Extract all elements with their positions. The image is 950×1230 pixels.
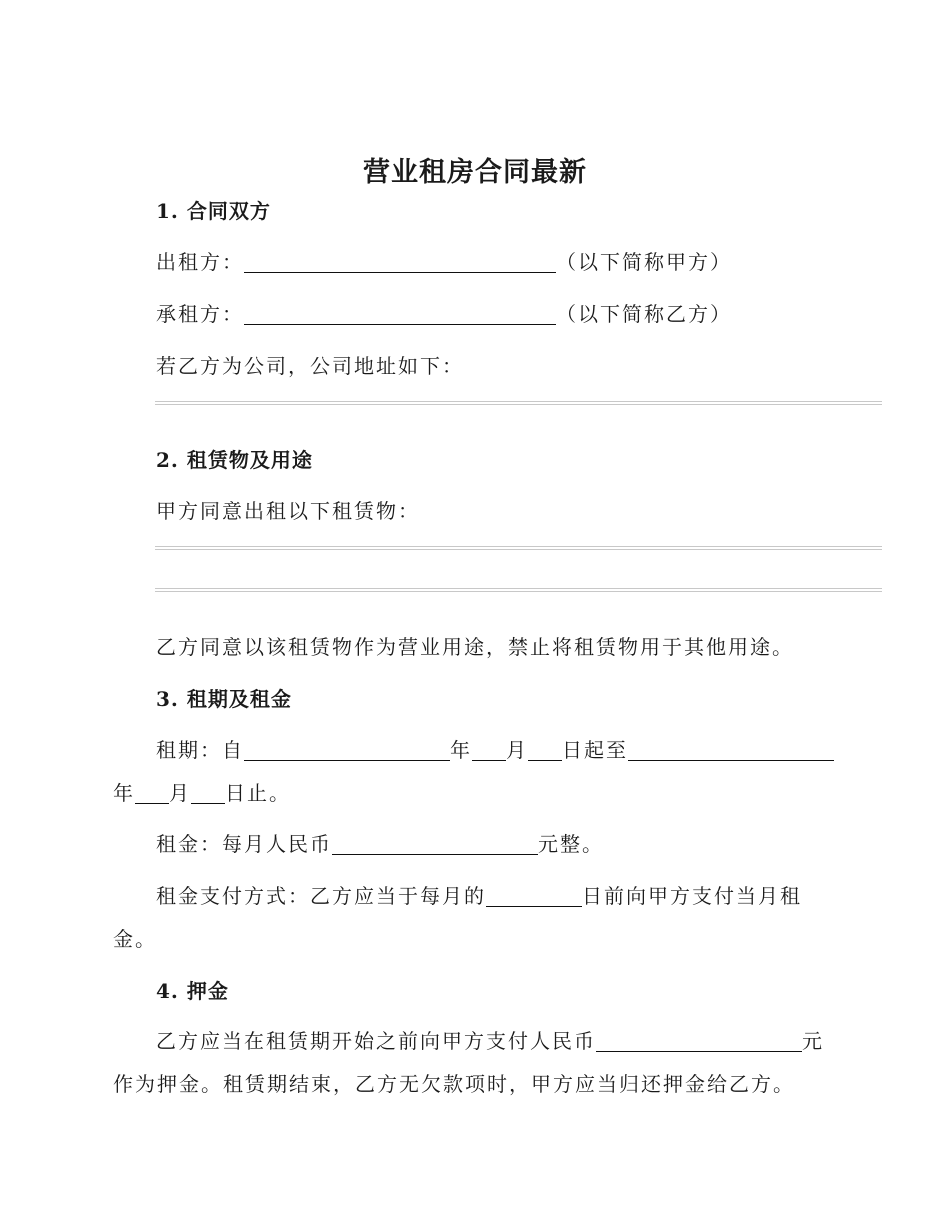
deposit-line-cont: 作为押金。租赁期结束，乙方无欠款项时，甲方应当归还押金给乙方。 <box>113 1072 795 1096</box>
section-1-heading: 1. 合同双方 <box>156 199 271 223</box>
term-start-year-blank[interactable] <box>244 738 450 761</box>
lessee-suffix: （以下简称乙方） <box>556 302 732 326</box>
rent-label: 租金：每月人民币 <box>156 832 332 856</box>
rent-line <box>156 829 604 859</box>
document-title: 营业租房合同最新 <box>363 157 587 188</box>
term-month-label: 月 <box>506 738 528 762</box>
lessee-blank[interactable] <box>244 302 556 325</box>
deposit-amount-blank[interactable] <box>596 1029 802 1052</box>
term-end-year-blank[interactable] <box>628 738 834 761</box>
term-start-day-blank[interactable] <box>528 738 562 761</box>
lessor-label: 出租方： <box>156 250 244 274</box>
payment-line <box>156 881 802 911</box>
company-address-rule[interactable] <box>155 401 882 405</box>
term-end-day-label: 日止。 <box>225 781 291 805</box>
premises-rule-2[interactable] <box>155 588 882 592</box>
section-3-heading: 3. 租期及租金 <box>156 687 292 711</box>
payment-suffix: 日前向甲方支付当月租 <box>582 884 802 908</box>
section-2-heading: 2. 租赁物及用途 <box>156 448 313 472</box>
premises-rule-1[interactable] <box>155 546 882 550</box>
term-line <box>156 735 834 765</box>
premises-intro: 甲方同意出租以下租赁物： <box>156 499 420 523</box>
deposit-label: 乙方应当在租赁期开始之前向甲方支付人民币 <box>156 1029 596 1053</box>
lessor-blank[interactable] <box>244 250 556 273</box>
rent-amount-blank[interactable] <box>332 832 538 855</box>
term-day-from-label: 日起至 <box>562 738 628 762</box>
term-end-month-blank[interactable] <box>135 781 169 804</box>
term-line-cont <box>113 778 291 808</box>
term-end-month-label: 月 <box>169 781 191 805</box>
section-4-heading: 4. 押金 <box>156 979 229 1003</box>
lessor-line <box>156 247 732 277</box>
payment-day-blank[interactable] <box>486 884 582 907</box>
rent-suffix: 元整。 <box>538 832 604 856</box>
lessor-suffix: （以下简称甲方） <box>556 250 732 274</box>
payment-line-cont: 金。 <box>113 927 157 951</box>
deposit-line <box>156 1026 824 1056</box>
company-address-note: 若乙方为公司，公司地址如下： <box>156 354 464 378</box>
payment-label: 租金支付方式：乙方应当于每月的 <box>156 884 486 908</box>
lessee-label: 承租方： <box>156 302 244 326</box>
term-start-month-blank[interactable] <box>472 738 506 761</box>
term-end-day-blank[interactable] <box>191 781 225 804</box>
lessee-line <box>156 299 732 329</box>
term-label: 租期：自 <box>156 738 244 762</box>
term-end-year-label: 年 <box>113 781 135 805</box>
deposit-yuan: 元 <box>802 1029 824 1053</box>
purpose-text: 乙方同意以该租赁物作为营业用途，禁止将租赁物用于其他用途。 <box>156 635 794 659</box>
term-year-label: 年 <box>450 738 472 762</box>
